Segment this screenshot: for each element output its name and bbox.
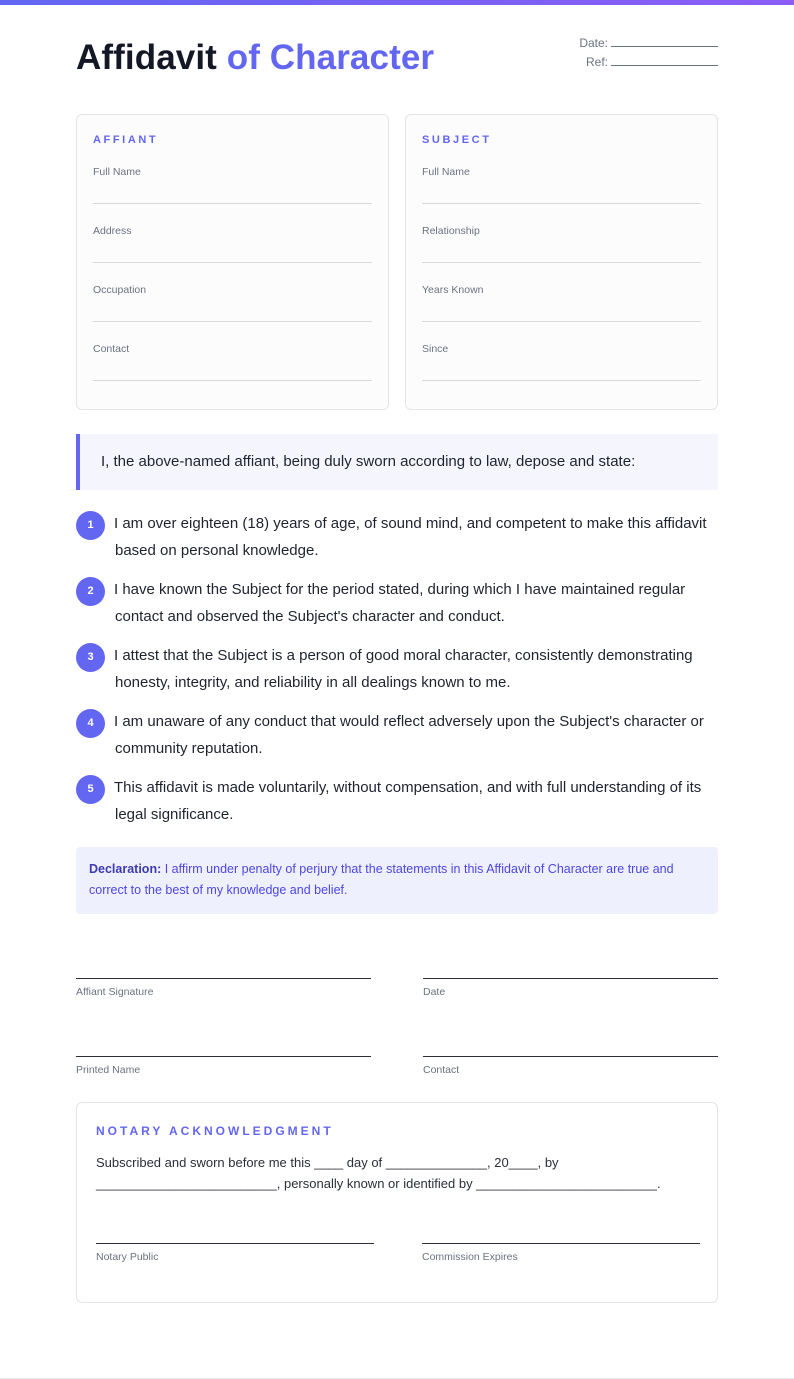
- notary-acknowledgment: [76, 1102, 718, 1303]
- document-title: [76, 38, 434, 78]
- signature-line[interactable]: [423, 978, 718, 979]
- statement-item: [76, 709, 718, 762]
- signature-label: Contact: [423, 1064, 460, 1076]
- declaration-lead: Declaration:: [89, 862, 162, 876]
- sworn-intro: I, the above-named affiant, being duly sworn according to law, depose and state:: [76, 434, 718, 490]
- date-signature-block[interactable]: [423, 978, 718, 998]
- statement-text: I am over eighteen (18) years of age, of sound mind, and competent to make this affidavit based on personal knowledge.: [114, 515, 707, 559]
- ref-blank[interactable]: [611, 54, 718, 66]
- printed-name-block[interactable]: [76, 1056, 371, 1076]
- signature-line[interactable]: [76, 1056, 371, 1057]
- ref-meta: [579, 53, 718, 72]
- document-meta: [579, 34, 718, 72]
- subject-years-known-field[interactable]: [422, 284, 701, 331]
- field-line[interactable]: [93, 380, 372, 381]
- statement-text: I have known the Subject for the period stated, during which I have maintained regular contact and observed the Subject's character and conduct.: [114, 581, 686, 625]
- signature-line[interactable]: [423, 1056, 718, 1057]
- field-line[interactable]: [422, 203, 701, 204]
- subject-panel: [405, 114, 718, 410]
- field-label: Full Name: [422, 166, 470, 178]
- date-meta: [579, 34, 718, 53]
- statement-list: [76, 511, 718, 828]
- field-line[interactable]: [93, 262, 372, 263]
- statement-number-badge: 2: [76, 577, 105, 606]
- statement-number-badge: 1: [76, 511, 105, 540]
- date-blank[interactable]: [611, 35, 718, 47]
- notary-heading: NOTARY ACKNOWLEDGMENT: [96, 1124, 334, 1138]
- commission-expires-block[interactable]: [422, 1243, 700, 1263]
- statement-item: [76, 511, 718, 564]
- field-line[interactable]: [93, 321, 372, 322]
- affiant-panel: [76, 114, 389, 410]
- affiant-signature-block[interactable]: [76, 978, 371, 998]
- subject-since-field[interactable]: [422, 343, 701, 390]
- affiant-heading: AFFIANT: [93, 134, 159, 146]
- signature-line[interactable]: [76, 978, 371, 979]
- statement-number-badge: 5: [76, 775, 105, 804]
- date-label: Date:: [579, 36, 608, 50]
- statement-item: [76, 577, 718, 630]
- signature-label: Notary Public: [96, 1251, 159, 1263]
- signature-label: Affiant Signature: [76, 986, 154, 998]
- declaration-text: I affirm under penalty of perjury that the statements in this Affidavit of Character are true and correct to the best of my knowledge and belief.: [89, 862, 674, 897]
- declaration-box: [76, 847, 718, 914]
- top-accent-bar: [0, 0, 794, 5]
- statement-number-badge: 3: [76, 643, 105, 672]
- field-line[interactable]: [422, 262, 701, 263]
- signature-line[interactable]: [422, 1243, 700, 1244]
- field-line[interactable]: [93, 203, 372, 204]
- field-label: Address: [93, 225, 132, 237]
- field-label: Years Known: [422, 284, 484, 296]
- statement-item: [76, 775, 718, 828]
- notary-public-block[interactable]: [96, 1243, 374, 1263]
- field-label: Since: [422, 343, 449, 355]
- statement-text: I attest that the Subject is a person of good moral character, consistently demonstrating honesty, integrity, and reliability in all dealings known to me.: [114, 647, 693, 691]
- field-label: Full Name: [93, 166, 141, 178]
- signature-label: Date: [423, 986, 446, 998]
- statement-number-badge: 4: [76, 709, 105, 738]
- affiant-full-name-field[interactable]: [93, 166, 372, 213]
- field-label: Contact: [93, 343, 130, 355]
- field-label: Relationship: [422, 225, 480, 237]
- signature-label: Printed Name: [76, 1064, 141, 1076]
- affiant-address-field[interactable]: [93, 225, 372, 272]
- field-label: Occupation: [93, 284, 147, 296]
- title-accent: of Character: [226, 38, 435, 77]
- field-line[interactable]: [422, 380, 701, 381]
- affiant-occupation-field[interactable]: [93, 284, 372, 331]
- field-line[interactable]: [422, 321, 701, 322]
- signature-label: Commission Expires: [422, 1251, 518, 1263]
- signature-line[interactable]: [96, 1243, 374, 1244]
- statement-text: This affidavit is made voluntarily, without compensation, and with full understanding of its legal significance.: [114, 779, 702, 823]
- statement-item: [76, 643, 718, 696]
- statement-text: I am unaware of any conduct that would reflect adversely upon the Subject's character or community reputation.: [114, 713, 704, 757]
- title-main: Affidavit: [76, 38, 217, 77]
- subject-full-name-field[interactable]: [422, 166, 701, 213]
- contact-signature-block[interactable]: [423, 1056, 718, 1076]
- subject-relationship-field[interactable]: [422, 225, 701, 272]
- ref-label: Ref:: [585, 55, 608, 69]
- notary-text: Subscribed and sworn before me this ____ day of ______________, 20____, by _________________________, personally known or identified by _________________________.: [96, 1155, 661, 1191]
- affiant-contact-field[interactable]: [93, 343, 372, 390]
- subject-heading: SUBJECT: [422, 134, 492, 146]
